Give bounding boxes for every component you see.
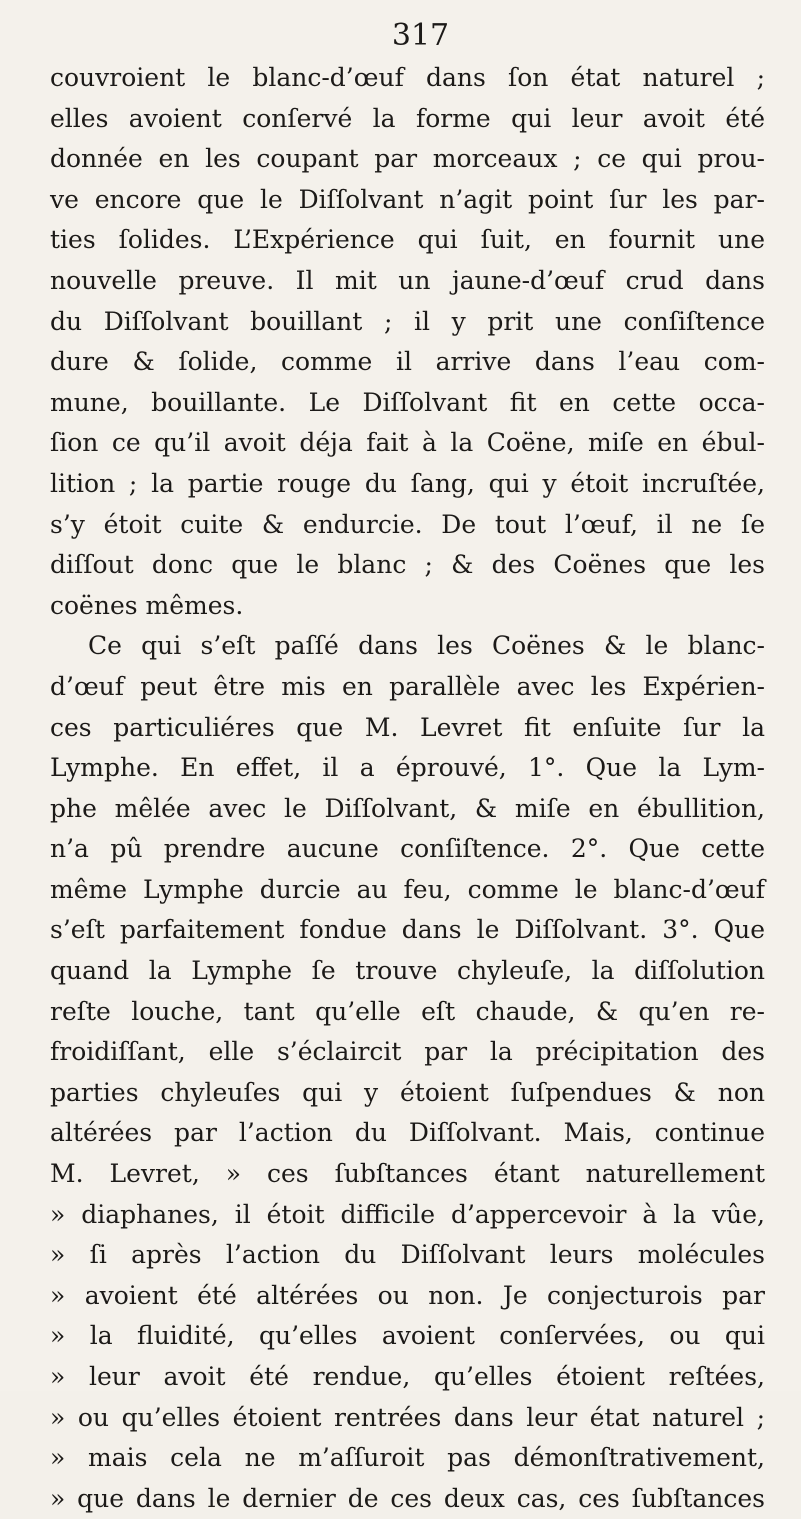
text-line: ve encore que le Diſſolvant n’agit point ſur les par- xyxy=(50,184,765,214)
text-line: s’eſt parfaitement fondue dans le Diſſolvant. 3°. Que xyxy=(50,915,765,945)
text-line: même Lymphe durcie au feu, comme le blanc-d’œuf xyxy=(50,874,765,904)
text-line: mune, bouillante. Le Diſſolvant fit en cette occa- xyxy=(50,387,765,417)
text-line: elles avoient conſervé la forme qui leur avoit été xyxy=(50,103,765,133)
text-line: parties chyleuſes qui y étoient ſuſpendues & non xyxy=(50,1077,765,1107)
quote-line: » que dans le dernier de ces deux cas, ces ſubſtances xyxy=(50,1483,765,1513)
text-line: nouvelle preuve. Il mit un jaune-d’œuf crud dans xyxy=(50,265,765,295)
text-line: ties ſolides. L’Expérience qui ſuit, en fournit une xyxy=(50,225,765,255)
text-line: dure & ſolide, comme il arrive dans l’eau com- xyxy=(50,347,765,377)
paragraph-start-line: Ce qui s’eſt paſſé dans les Coënes & le blanc- xyxy=(88,631,765,661)
text-line: ces particuliéres que M. Levret fit enſuite ſur la xyxy=(50,712,765,742)
text-line: phe mêlée avec le Diſſolvant, & miſe en ébullition, xyxy=(50,793,765,823)
text-line: ſion ce qu’il avoit déja fait à la Coëne, miſe en ébul- xyxy=(50,428,765,458)
text-line: donnée en les coupant par morceaux ; ce qui prou- xyxy=(50,144,765,174)
text-line: altérées par l’action du Diſſolvant. Mais, continue xyxy=(50,1118,765,1148)
text-line: s’y étoit cuite & endurcie. De tout l’œuf, il ne ſe xyxy=(50,509,765,539)
quote-line: » avoient été altérées ou non. Je conjecturois par xyxy=(50,1280,765,1310)
quote-line: » mais cela ne m’aſſuroit pas démonſtrativement, xyxy=(50,1443,765,1473)
text-line: couvroient le blanc-d’œuf dans ſon état naturel ; xyxy=(50,63,765,92)
text-line: M. Levret, » ces ſubſtances étant naturellement xyxy=(50,1159,765,1189)
body-text xyxy=(50,58,765,1519)
quote-line: » ſi après l’action du Diſſolvant leurs molécules xyxy=(50,1240,765,1270)
text-line: froidiſſant, elle s’éclaircit par la précipitation des xyxy=(50,1037,765,1067)
quote-line: » diaphanes, il étoit difficile d’appercevoir à la vûe, xyxy=(50,1199,765,1229)
text-line: quand la Lymphe ſe trouve chyleuſe, la diſſolution xyxy=(50,956,765,986)
quote-line: » ou qu’elles étoient rentrées dans leur état naturel ; xyxy=(50,1402,765,1432)
text-line: Lymphe. En effet, il a éprouvé, 1°. Que la Lym- xyxy=(50,753,765,783)
text-line: reſte louche, tant qu’elle eſt chaude, & qu’en re- xyxy=(50,996,765,1026)
text-line: d’œuf peut être mis en parallèle avec les Expérien- xyxy=(50,671,765,701)
paragraph-end-line: coënes mêmes. xyxy=(50,590,244,620)
text-line: lition ; la partie rouge du ſang, qui y étoit incruſtée, xyxy=(50,468,765,498)
quote-line: » la fluidité, qu’elles avoient conſervées, ou qui xyxy=(50,1321,765,1351)
text-line: du Diſſolvant bouillant ; il y prit une conſiſtence xyxy=(50,306,765,336)
text-line: diſſout donc que le blanc ; & des Coënes que les xyxy=(50,550,765,580)
text-line: n’a pû prendre aucune conſiſtence. 2°. Que cette xyxy=(50,834,765,864)
page-number: 317 xyxy=(391,18,450,53)
quote-line: » leur avoit été rendue, qu’elles étoient reſtées, xyxy=(50,1362,765,1391)
